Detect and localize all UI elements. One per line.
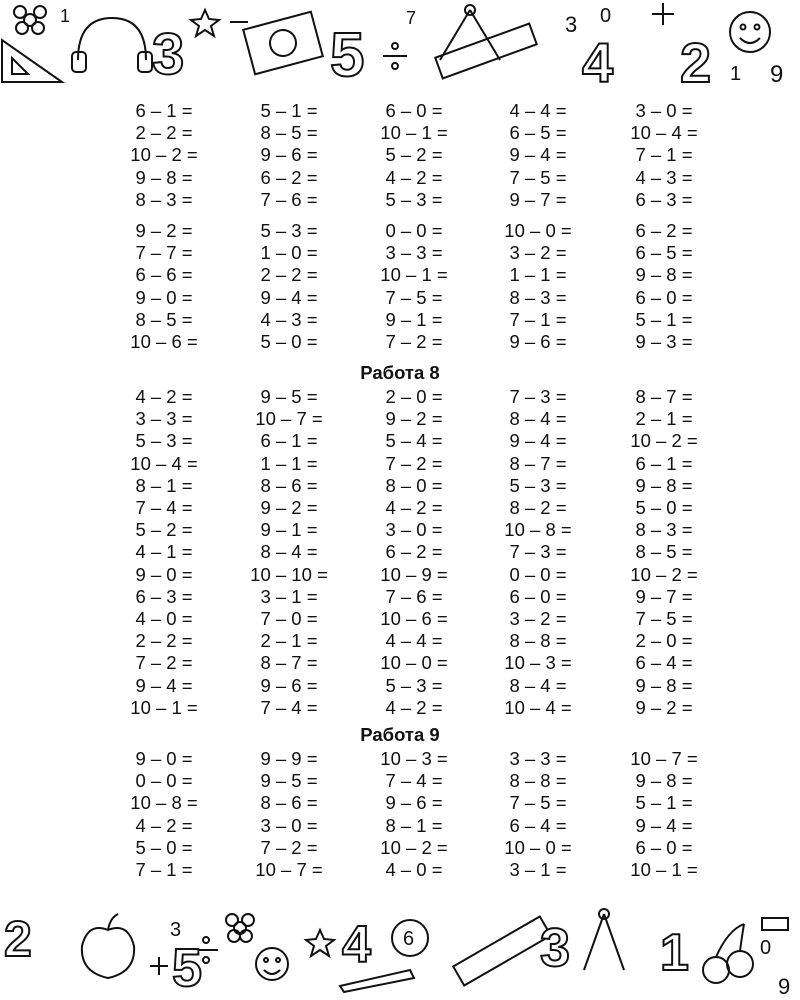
subtraction-problem: 9 – 4 =: [135, 674, 193, 696]
decor-glyph: 6: [403, 928, 415, 950]
decor-glyph: 9: [770, 61, 784, 88]
decor-glyph: 7: [406, 8, 417, 28]
subtraction-problem: 4 – 2 =: [385, 696, 443, 718]
subtraction-problem: 8 – 5 =: [260, 122, 318, 144]
subtraction-problem: 9 – 6 =: [509, 331, 567, 352]
subtraction-problem: 7 – 4 =: [260, 696, 318, 718]
subtraction-problem: 10 – 1 =: [130, 696, 198, 718]
subtraction-problem: 9 – 0 =: [135, 748, 193, 769]
subtraction-problem: 7 – 5 =: [635, 608, 693, 629]
subtraction-problem: 5 – 2 =: [385, 144, 443, 166]
subtraction-problem: 0 – 0 =: [509, 563, 567, 585]
subtraction-problem: 7 – 3 =: [509, 386, 567, 407]
subtraction-problem: 4 – 2 =: [135, 814, 193, 836]
subtraction-problem: 9 – 3 =: [635, 331, 693, 352]
subtraction-problem: 9 – 1 =: [385, 308, 443, 330]
subtraction-problem: 8 – 5 =: [635, 541, 693, 563]
decor-glyph: 5: [172, 938, 203, 998]
subtraction-problem: 7 – 7 =: [135, 242, 193, 264]
star-icon: [306, 930, 334, 956]
subtraction-problem: 2 – 2 =: [135, 630, 193, 652]
subtraction-problem: 9 – 2 =: [635, 696, 693, 718]
subtraction-problem: 8 – 7 =: [635, 386, 693, 407]
subtraction-problem: 7 – 2 =: [385, 452, 443, 474]
subtraction-problem: 9 – 7 =: [635, 585, 693, 607]
subtraction-problem: 5 – 1 =: [260, 100, 318, 121]
subtraction-problem: 3 – 0 =: [635, 100, 693, 121]
subtraction-problem: 9 – 4 =: [509, 144, 567, 166]
subtraction-problem: 6 – 0 =: [635, 836, 693, 858]
subtraction-problem: 3 – 2 =: [509, 608, 567, 629]
subtraction-problem: 8 – 4 =: [509, 408, 567, 430]
subtraction-problem: 8 – 7 =: [509, 452, 567, 474]
subtraction-problem: 10 – 2 =: [630, 430, 698, 452]
subtraction-problem: 3 – 1 =: [260, 585, 318, 607]
subtraction-problem: 9 – 4 =: [260, 286, 318, 308]
subtraction-problem: 10 – 6 =: [380, 608, 448, 629]
subtraction-problem: 8 – 3 =: [635, 519, 693, 541]
subtraction-problem: 10 – 0 =: [504, 836, 572, 858]
subtraction-problem: 9 – 6 =: [260, 144, 318, 166]
subtraction-problem: 2 – 1 =: [635, 408, 693, 430]
subtraction-problem: 9 – 6 =: [385, 792, 443, 814]
subtraction-problem: 1 – 1 =: [509, 264, 567, 286]
subtraction-problem: 10 – 2 =: [630, 563, 698, 585]
subtraction-problem: 6 – 0 =: [385, 100, 443, 121]
subtraction-problem: 10 – 4 =: [130, 452, 198, 474]
subtraction-problem: 7 – 1 =: [509, 308, 567, 330]
subtraction-problem: 7 – 2 =: [260, 836, 318, 858]
subtraction-problem: 9 – 8 =: [635, 770, 693, 792]
subtraction-problem: 4 – 0 =: [385, 859, 443, 880]
decor-glyph: 1: [60, 6, 71, 26]
cherries-icon: [703, 924, 753, 983]
subtraction-problem: 6 – 3 =: [135, 585, 193, 607]
subtraction-problem: 5 – 0 =: [135, 836, 193, 858]
subtraction-problem: 4 – 0 =: [135, 608, 193, 629]
subtraction-problem: 6 – 4 =: [635, 652, 693, 674]
decor-glyph: 1: [660, 924, 689, 982]
subtraction-problem: 5 – 4 =: [385, 430, 443, 452]
subtraction-problem: 10 – 8 =: [504, 519, 572, 541]
subtraction-problem: 5 – 0 =: [260, 331, 318, 352]
decor-glyph: 5: [330, 21, 365, 90]
subtraction-problem: 10 – 3 =: [380, 748, 448, 769]
flower-icon: [226, 914, 254, 942]
subtraction-problem: 6 – 0 =: [509, 585, 567, 607]
subtraction-problem: 9 – 0 =: [135, 286, 193, 308]
subtraction-problem: 9 – 8 =: [635, 264, 693, 286]
subtraction-problem: 3 – 1 =: [509, 859, 567, 880]
decor-glyph: 3: [565, 12, 578, 37]
subtraction-problem: 1 – 0 =: [260, 242, 318, 264]
subtraction-problem: 10 – 4 =: [504, 696, 572, 718]
subtraction-problem: 10 – 7 =: [255, 408, 323, 430]
subtraction-problem: 7 – 0 =: [260, 608, 318, 629]
section-title: Работа 9: [360, 724, 440, 745]
subtraction-problem: 5 – 1 =: [635, 308, 693, 330]
decor-glyph: 1: [730, 63, 742, 85]
subtraction-problem: 5 – 3 =: [509, 474, 567, 496]
subtraction-problem: 10 – 1 =: [630, 859, 698, 880]
subtraction-problem: 9 – 5 =: [260, 770, 318, 792]
subtraction-problem: 5 – 3 =: [135, 430, 193, 452]
subtraction-problem: 9 – 2 =: [135, 220, 193, 241]
subtraction-problem: 8 – 6 =: [260, 474, 318, 496]
subtraction-problem: 2 – 2 =: [260, 264, 318, 286]
subtraction-problem: 7 – 4 =: [135, 497, 193, 518]
subtraction-problem: 5 – 3 =: [260, 220, 318, 241]
subtraction-problem: 6 – 0 =: [635, 286, 693, 308]
subtraction-problem: 4 – 2 =: [135, 386, 193, 407]
subtraction-problem: 2 – 0 =: [385, 386, 443, 407]
subtraction-problem: 4 – 1 =: [135, 541, 193, 563]
subtraction-problem: 10 – 3 =: [504, 652, 572, 674]
bottom-decorative-banner: [0, 900, 800, 1000]
subtraction-problem: 8 – 2 =: [509, 497, 567, 518]
subtraction-problem: 10 – 4 =: [630, 122, 698, 144]
decor-glyph: 0: [760, 937, 772, 959]
compass-icon: [584, 909, 624, 970]
subtraction-problem: 9 – 7 =: [509, 188, 567, 210]
subtraction-problem: 2 – 0 =: [635, 630, 693, 652]
decor-glyph: 3: [152, 22, 185, 87]
subtraction-problem: 3 – 2 =: [509, 242, 567, 264]
subtraction-problem: 7 – 5 =: [509, 792, 567, 814]
subtraction-problem: 9 – 8 =: [635, 474, 693, 496]
subtraction-problem: 5 – 3 =: [385, 674, 443, 696]
subtraction-problem: 10 – 7 =: [255, 859, 323, 880]
subtraction-problem: 10 – 1 =: [380, 122, 448, 144]
subtraction-problem: 10 – 0 =: [380, 652, 448, 674]
subtraction-problem: 8 – 6 =: [260, 792, 318, 814]
subtraction-problem: 5 – 2 =: [135, 519, 193, 541]
subtraction-problem: 7 – 4 =: [385, 770, 443, 792]
subtraction-problem: 10 – 9 =: [380, 563, 448, 585]
decor-glyph: 9: [778, 974, 791, 999]
decor-glyph: 3: [540, 918, 571, 978]
subtraction-problem: 8 – 3 =: [135, 188, 193, 210]
subtraction-problem: 2 – 2 =: [135, 122, 193, 144]
ruler-icon: [453, 916, 551, 985]
subtraction-problem: 8 – 1 =: [385, 814, 443, 836]
decor-glyph: 4: [582, 31, 614, 94]
subtraction-problem: 5 – 0 =: [635, 497, 693, 518]
subtraction-problem: 6 – 5 =: [635, 242, 693, 264]
subtraction-problem: 6 – 1 =: [260, 430, 318, 452]
subtraction-problem: 6 – 2 =: [635, 220, 693, 241]
subtraction-problem: 6 – 3 =: [635, 188, 693, 210]
subtraction-problem: 1 – 1 =: [260, 452, 318, 474]
subtraction-problem: 10 – 10 =: [250, 563, 328, 585]
subtraction-problem: 10 – 8 =: [130, 792, 198, 814]
subtraction-problem: 4 – 3 =: [635, 166, 693, 188]
subtraction-problem: 7 – 2 =: [385, 331, 443, 352]
subtraction-problem: 7 – 6 =: [385, 585, 443, 607]
subtraction-problem: 9 – 1 =: [260, 519, 318, 541]
subtraction-problem: 8 – 8 =: [509, 630, 567, 652]
subtraction-problem: 10 – 1 =: [380, 264, 448, 286]
subtraction-problem: 8 – 8 =: [509, 770, 567, 792]
subtraction-problem: 7 – 2 =: [135, 652, 193, 674]
subtraction-problem: 10 – 2 =: [380, 836, 448, 858]
subtraction-problem: 8 – 3 =: [509, 286, 567, 308]
subtraction-problem: 10 – 0 =: [504, 220, 572, 241]
subtraction-problem: 8 – 4 =: [509, 674, 567, 696]
subtraction-problem: 4 – 3 =: [260, 308, 318, 330]
subtraction-problem: 7 – 3 =: [509, 541, 567, 563]
subtraction-problem: 6 – 5 =: [509, 122, 567, 144]
decor-glyph: 2: [680, 31, 712, 94]
subtraction-problem: 6 – 1 =: [635, 452, 693, 474]
smiley-face-icon: [256, 948, 288, 980]
subtraction-problem: 4 – 4 =: [509, 100, 567, 121]
subtraction-problem: 9 – 8 =: [635, 674, 693, 696]
subtraction-problem: 5 – 1 =: [635, 792, 693, 814]
subtraction-problem: 2 – 1 =: [260, 630, 318, 652]
subtraction-problem: 8 – 7 =: [260, 652, 318, 674]
subtraction-problem: 9 – 2 =: [260, 497, 318, 518]
subtraction-problem: 7 – 1 =: [635, 144, 693, 166]
subtraction-problem: 6 – 2 =: [385, 541, 443, 563]
subtraction-problem: 10 – 7 =: [630, 748, 698, 769]
subtraction-problem: 5 – 3 =: [385, 188, 443, 210]
subtraction-problem: 4 – 2 =: [385, 166, 443, 188]
decor-glyph: 0: [600, 5, 612, 27]
subtraction-problem: 4 – 2 =: [385, 497, 443, 518]
subtraction-problem: 6 – 4 =: [509, 814, 567, 836]
subtraction-problem: 10 – 6 =: [130, 331, 198, 352]
subtraction-problem: 6 – 6 =: [135, 264, 193, 286]
subtraction-problem: 9 – 8 =: [135, 166, 193, 188]
subtraction-problem: 3 – 3 =: [509, 748, 567, 769]
subtraction-problem: 8 – 5 =: [135, 308, 193, 330]
apple-icon: [82, 914, 134, 978]
subtraction-problem: 9 – 0 =: [135, 563, 193, 585]
subtraction-problem: 7 – 5 =: [385, 286, 443, 308]
subtraction-problem: 7 – 5 =: [509, 166, 567, 188]
minus-icon: [762, 918, 788, 930]
plus-icon: [150, 957, 168, 975]
subtraction-problem: 9 – 4 =: [509, 430, 567, 452]
subtraction-problem: 9 – 2 =: [385, 408, 443, 430]
subtraction-problem: 9 – 4 =: [635, 814, 693, 836]
subtraction-problem: 9 – 6 =: [260, 674, 318, 696]
subtraction-problem: 3 – 0 =: [260, 814, 318, 836]
subtraction-problem: 3 – 3 =: [385, 242, 443, 264]
subtraction-problem: 6 – 1 =: [135, 100, 193, 121]
subtraction-problem: 9 – 9 =: [260, 748, 318, 769]
subtraction-problem: 0 – 0 =: [385, 220, 443, 241]
decor-glyph: 2: [4, 911, 32, 967]
subtraction-problem: 9 – 5 =: [260, 386, 318, 407]
subtraction-problem: 8 – 0 =: [385, 474, 443, 496]
subtraction-problem: 3 – 3 =: [135, 408, 193, 430]
subtraction-problem: 4 – 4 =: [385, 630, 443, 652]
subtraction-problem: 8 – 4 =: [260, 541, 318, 563]
decor-glyph: 3: [170, 919, 182, 941]
subtraction-problem: 7 – 1 =: [135, 859, 193, 880]
subtraction-problem: 8 – 1 =: [135, 474, 193, 496]
decor-glyph: 4: [342, 916, 371, 974]
subtraction-problem: 0 – 0 =: [135, 770, 193, 792]
subtraction-problem: 7 – 6 =: [260, 188, 318, 210]
subtraction-problem: 6 – 2 =: [260, 166, 318, 188]
subtraction-problem: 10 – 2 =: [130, 144, 198, 166]
section-title: Работа 8: [360, 362, 440, 383]
subtraction-problem: 3 – 0 =: [385, 519, 443, 541]
